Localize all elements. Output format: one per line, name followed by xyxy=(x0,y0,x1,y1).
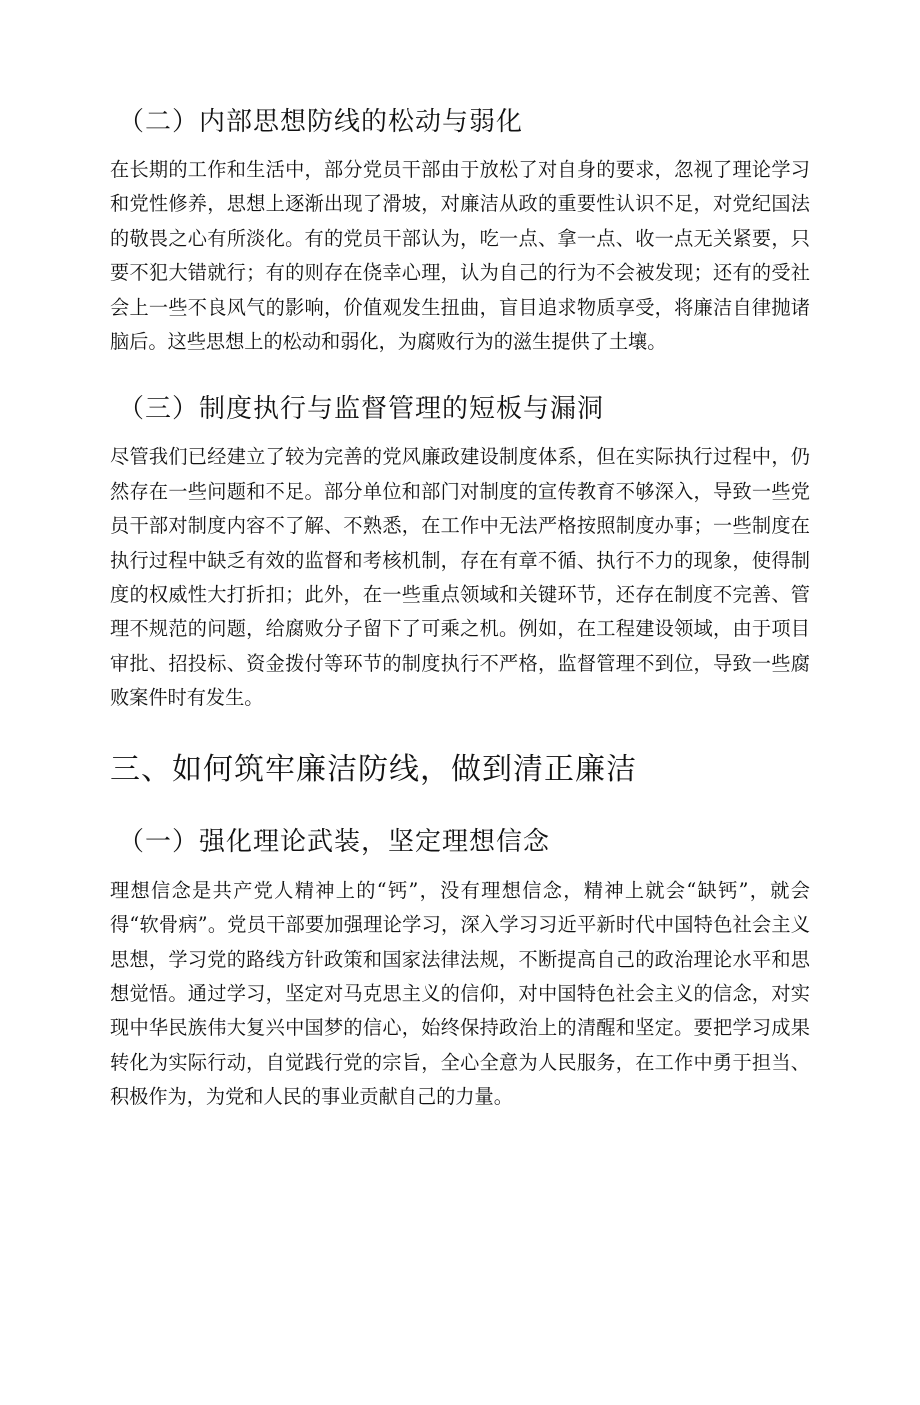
subsection-heading-theory-arming: （一）强化理论武装，坚定理想信念 xyxy=(118,826,551,857)
paragraph-internal-defense: 在长期的工作和生活中，部分党员干部由于放松了对自身的要求，忽视了理论学习和党性修养，思想上逐渐出现了滑坡，对廉洁从政的重要性认识不足，对党纪国法的敬畏之心有所淡化。有的党员干部认为，吃一点、拿一点、收一点无关紧要，只要不犯大错就行；有的则存在侥幸心理，认为自己的行为不会被发现；还有的受社会上一些不良风气的影响，价值观发生扭曲，盲目追求物质享受，将廉洁自律抛诸脑后。这些思想上的松动和弱化，为腐败行为的滋生提供了土壤。 xyxy=(110,158,810,354)
section-heading-build-defense: 三、如何筑牢廉洁防线，做到清正廉洁 xyxy=(110,751,637,787)
subsection-heading-system-execution: （三）制度执行与监督管理的短板与漏洞 xyxy=(118,394,605,425)
paragraph-system-execution: 尽管我们已经建立了较为完善的党风廉政建设制度体系，但在实际执行过程中，仍然存在一些问题和不足。部分单位和部门对制度的宣传教育不够深入，导致一些党员干部对制度内容不了解、不熟悉，在工作中无法严格按照制度办事；一些制度在执行过程中缺乏有效的监督和考核机制，存在有章不循、执行不力的现象，使得制度的权威性大打折扣；此外，在一些重点领域和关键环节，还存在制度不完善、管理不规范的问题，给腐败分子留下了可乘之机。例如，在工程建设领域，由于项目审批、招投标、资金拨付等环节的制度执行不严格，监督管理不到位，导致一些腐败案件时有发生。 xyxy=(110,445,810,710)
document-page xyxy=(0,104,920,1405)
subsection-heading-internal-defense: （二）内部思想防线的松动与弱化 xyxy=(118,107,524,137)
paragraph-theory-arming: 理想信念是共产党人精神上的“钙”，没有理想信念，精神上就会“缺钙”，就会得“软骨病”。党员干部要加强理论学习，深入学习习近平新时代中国特色社会主义思想，学习党的路线方针政策和国家法律法规，不断提高自己的政治理论水平和思想觉悟。通过学习，坚定对马克思主义的信仰，对中国特色社会主义的信念，对实现中华民族伟大复兴中国梦的信心，始终保持政治上的清醒和坚定。要把学习成果转化为实际行动，自觉践行党的宗旨，全心全意为人民服务，在工作中勇于担当、积极作为，为党和人民的事业贡献自己的力量。 xyxy=(110,878,810,1109)
